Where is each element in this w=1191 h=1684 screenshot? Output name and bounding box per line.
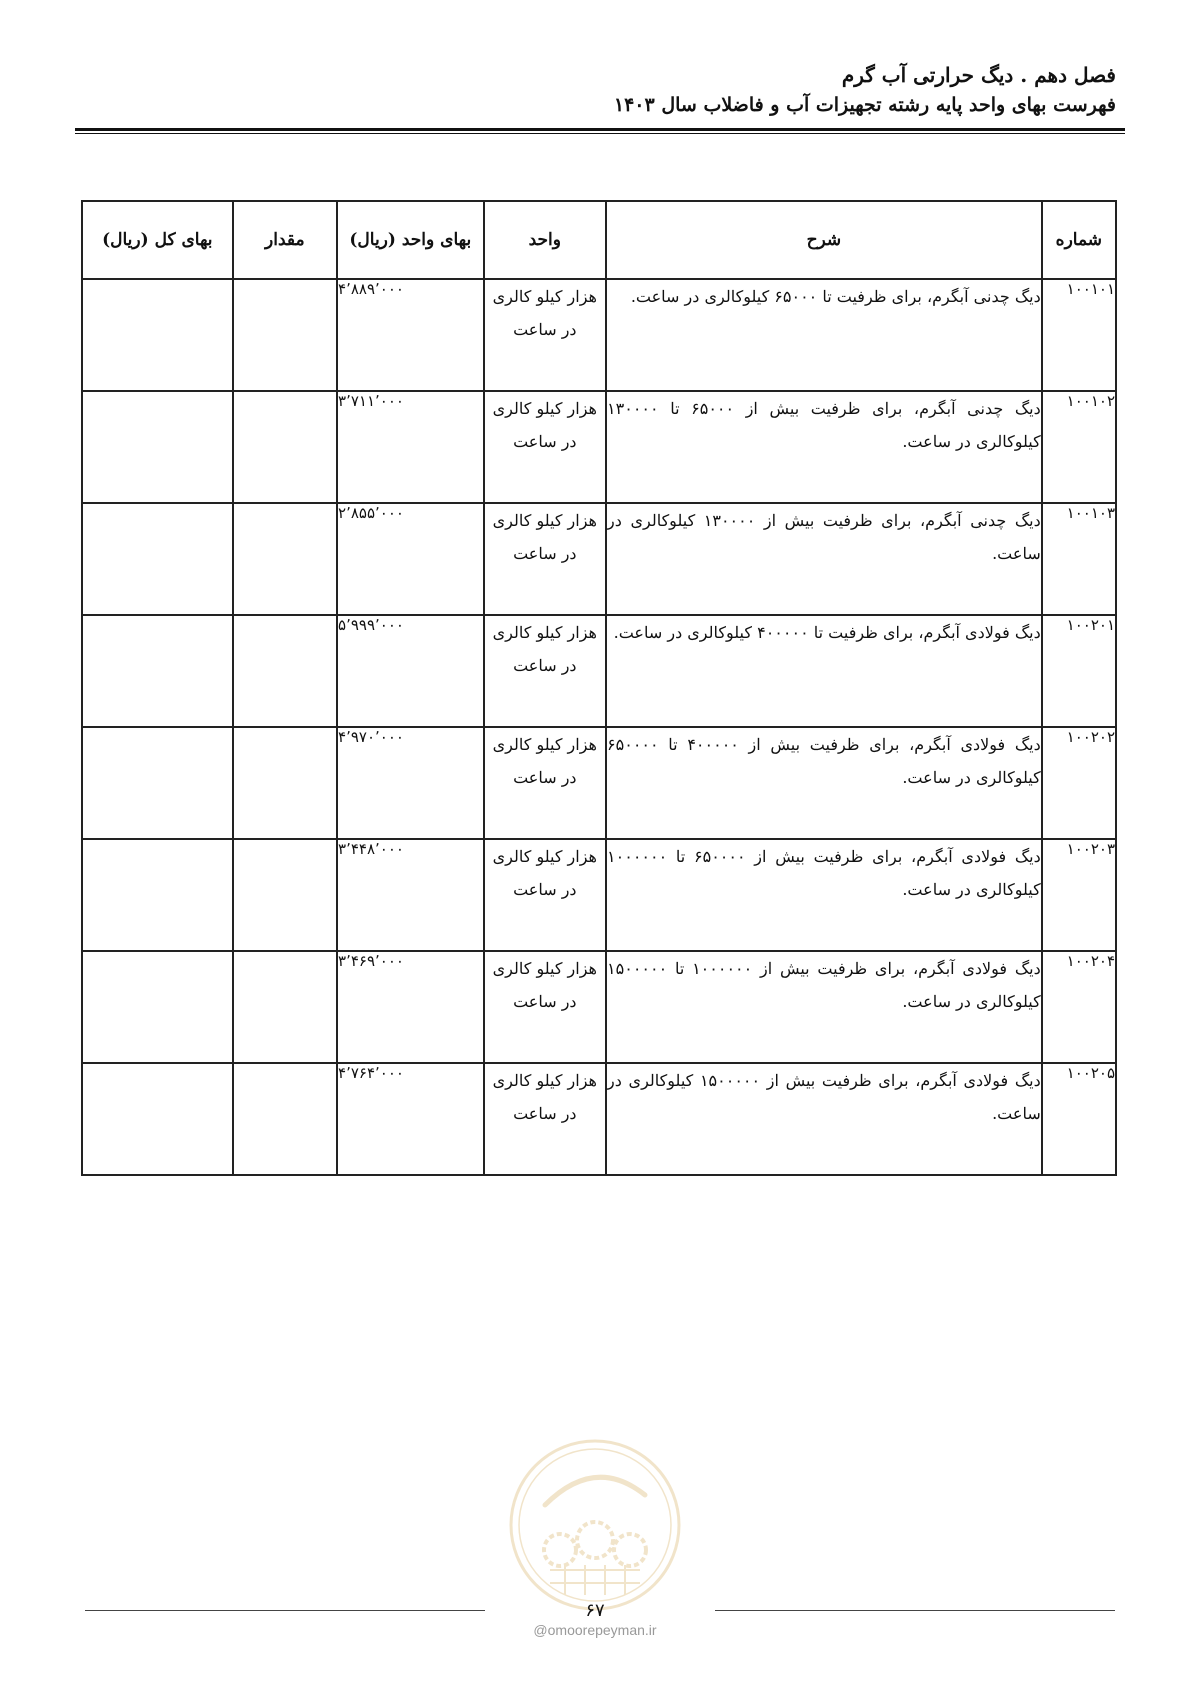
item-unit: هزار کیلو کالری در ساعت <box>484 503 606 615</box>
item-quantity <box>233 503 337 615</box>
item-unit: هزار کیلو کالری در ساعت <box>484 391 606 503</box>
item-unit-price: ۵٬۹۹۹٬۰۰۰ <box>337 615 484 727</box>
item-unit: هزار کیلو کالری در ساعت <box>484 951 606 1063</box>
item-number: ۱۰۰۱۰۲ <box>1042 391 1116 503</box>
item-description: دیگ فولادی آبگرم، برای ظرفیت بیش از ۱۵۰۰۰۰۰ کیلوکالری در ساعت. <box>606 1063 1042 1175</box>
chapter-title: فصل دهم . دیگ حرارتی آب گرم <box>841 63 1116 87</box>
item-total-price <box>82 615 233 727</box>
table-row <box>82 1063 1116 1175</box>
column-header-quantity: مقدار <box>233 201 337 279</box>
item-quantity <box>233 839 337 951</box>
item-unit-price: ۴٬۹۷۰٬۰۰۰ <box>337 727 484 839</box>
header-rule-thin <box>75 133 1125 134</box>
table-row <box>82 727 1116 839</box>
item-number: ۱۰۰۲۰۴ <box>1042 951 1116 1063</box>
item-quantity <box>233 391 337 503</box>
item-number: ۱۰۰۲۰۵ <box>1042 1063 1116 1175</box>
table-row <box>82 615 1116 727</box>
item-unit-price: ۴٬۸۸۹٬۰۰۰ <box>337 279 484 391</box>
item-unit: هزار کیلو کالری در ساعت <box>484 615 606 727</box>
item-description: دیگ چدنی آبگرم، برای ظرفیت تا ۶۵۰۰۰ کیلوکالری در ساعت. <box>606 279 1042 391</box>
item-quantity <box>233 1063 337 1175</box>
item-total-price <box>82 279 233 391</box>
item-quantity <box>233 727 337 839</box>
column-header-description: شرح <box>606 201 1042 279</box>
table-row <box>82 391 1116 503</box>
watermark-logo <box>505 1435 685 1615</box>
item-unit-price: ۲٬۸۵۵٬۰۰۰ <box>337 503 484 615</box>
item-description: دیگ فولادی آبگرم، برای ظرفیت بیش از ۶۵۰۰۰۰ تا ۱۰۰۰۰۰۰ کیلوکالری در ساعت. <box>606 839 1042 951</box>
item-total-price <box>82 839 233 951</box>
column-header-total-price: بهای کل (ریال) <box>82 201 233 279</box>
footer-divider-left <box>85 1610 485 1611</box>
table-row <box>82 279 1116 391</box>
table-header-row <box>82 201 1116 279</box>
item-unit: هزار کیلو کالری در ساعت <box>484 839 606 951</box>
item-quantity <box>233 279 337 391</box>
item-number: ۱۰۰۱۰۱ <box>1042 279 1116 391</box>
item-number: ۱۰۰۲۰۲ <box>1042 727 1116 839</box>
item-unit-price: ۳٬۴۶۹٬۰۰۰ <box>337 951 484 1063</box>
footer-divider-right <box>715 1610 1115 1611</box>
item-total-price <box>82 727 233 839</box>
header-rule-thick <box>75 128 1125 131</box>
item-unit-price: ۳٬۴۴۸٬۰۰۰ <box>337 839 484 951</box>
table-row <box>82 951 1116 1063</box>
item-description: دیگ فولادی آبگرم، برای ظرفیت بیش از ۴۰۰۰۰۰ تا ۶۵۰۰۰۰ کیلوکالری در ساعت. <box>606 727 1042 839</box>
column-header-number: شماره <box>1042 201 1116 279</box>
document-subtitle: فهرست بهای واحد پایه رشته تجهیزات آب و فاضلاب سال ۱۴۰۳ <box>613 94 1116 116</box>
item-description: دیگ فولادی آبگرم، برای ظرفیت تا ۴۰۰۰۰۰ کیلوکالری در ساعت. <box>606 615 1042 727</box>
item-description: دیگ چدنی آبگرم، برای ظرفیت بیش از ۱۳۰۰۰۰ کیلوکالری در ساعت. <box>606 503 1042 615</box>
item-unit-price: ۳٬۷۱۱٬۰۰۰ <box>337 391 484 503</box>
item-unit: هزار کیلو کالری در ساعت <box>484 1063 606 1175</box>
item-description: دیگ فولادی آبگرم، برای ظرفیت بیش از ۱۰۰۰۰۰۰ تا ۱۵۰۰۰۰۰ کیلوکالری در ساعت. <box>606 951 1042 1063</box>
item-unit-price: ۴٬۷۶۴٬۰۰۰ <box>337 1063 484 1175</box>
table-row <box>82 503 1116 615</box>
item-number: ۱۰۰۲۰۱ <box>1042 615 1116 727</box>
page-header <box>66 60 1116 120</box>
gear-seal-icon <box>505 1435 685 1615</box>
item-quantity <box>233 615 337 727</box>
page-number: ۶۷ <box>585 1600 605 1621</box>
item-number: ۱۰۰۲۰۳ <box>1042 839 1116 951</box>
item-unit: هزار کیلو کالری در ساعت <box>484 727 606 839</box>
price-list-table <box>81 200 1117 1176</box>
column-header-unit: واحد <box>484 201 606 279</box>
item-quantity <box>233 951 337 1063</box>
item-number: ۱۰۰۱۰۳ <box>1042 503 1116 615</box>
item-total-price <box>82 391 233 503</box>
item-total-price <box>82 503 233 615</box>
item-description: دیگ چدنی آبگرم، برای ظرفیت بیش از ۶۵۰۰۰ تا ۱۳۰۰۰۰ کیلوکالری در ساعت. <box>606 391 1042 503</box>
website-watermark: @omoorepeyman.ir <box>533 1622 657 1638</box>
item-total-price <box>82 1063 233 1175</box>
item-total-price <box>82 951 233 1063</box>
item-unit: هزار کیلو کالری در ساعت <box>484 279 606 391</box>
column-header-unit-price: بهای واحد (ریال) <box>337 201 484 279</box>
table-row <box>82 839 1116 951</box>
